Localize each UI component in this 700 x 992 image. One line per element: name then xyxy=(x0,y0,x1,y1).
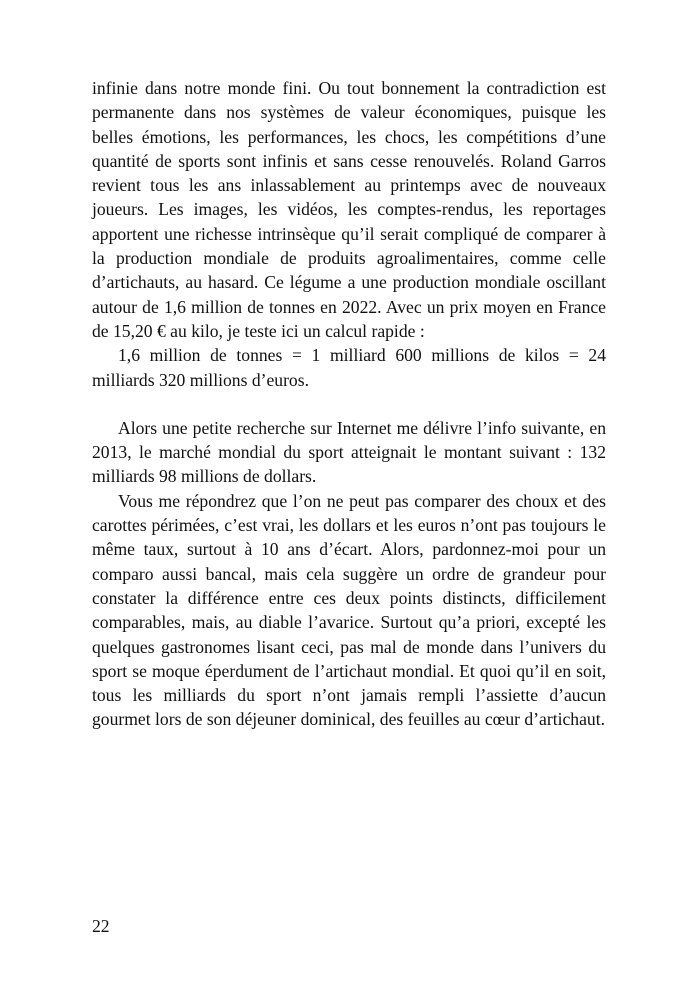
paragraph-comparison: Vous me répondrez que l’on ne peut pas comparer des choux et des carottes périmées, c’est vrai, les dollars et les euros n’ont pas toujours le même taux, surtout à 10 ans d’écart. Alors, pardonnez-moi pour un comparo aussi bancal, mais cela suggère un ordre de grandeur pour constater la différence entre ces deux points distincts, difficilement comparables, mais, au diable l’avarice. Surtout qu’a priori, excepté les quelques gastronomes lisant ceci, pas mal de monde dans l’univers du sport se moque éperdument de l’artichaut mondial. Et quoi qu’il en soit, tous les milliards du sport n’ont jamais rempli l’assiette d’aucun gourmet lors de son déjeuner dominical, des feuilles au cœur d’artichaut. xyxy=(92,490,606,730)
paragraph-internet-research: Alors une petite recherche sur Internet me délivre l’info suivante, en 2013, le marché mondial du sport atteignait le montant suivant : 132 milliards 98 millions de dollars. xyxy=(92,417,606,487)
body-text xyxy=(92,76,606,732)
paragraph-calculation: 1,6 million de tonnes = 1 milliard 600 millions de kilos = 24 milliards 320 millions d’euros. xyxy=(92,345,606,390)
page-number: 22 xyxy=(92,916,110,936)
paragraph-continuation: infinie dans notre monde fini. Ou tout bonnement la contradiction est permanente dans nos systèmes de valeur économiques, puisque les belles émotions, les performances, les chocs, les compétitions d’une quantité de sports sont infinis et sans cesse renouvelés. Roland Garros revient tous les ans inlassablement au printemps avec de nouveaux joueurs. Les images, les vidéos, les comptes-rendus, les reportages apportent une richesse intrinsèque qu’il serait compliqué de comparer à la production mondiale de produits agroalimentaires, comme celle d’artichauts, au hasard. Ce légume a une production mondiale oscillant autour de 1,6 million de tonnes en 2022. Avec un prix moyen en France de 15,20 € au kilo, je teste ici un calcul rapide : xyxy=(92,78,606,341)
